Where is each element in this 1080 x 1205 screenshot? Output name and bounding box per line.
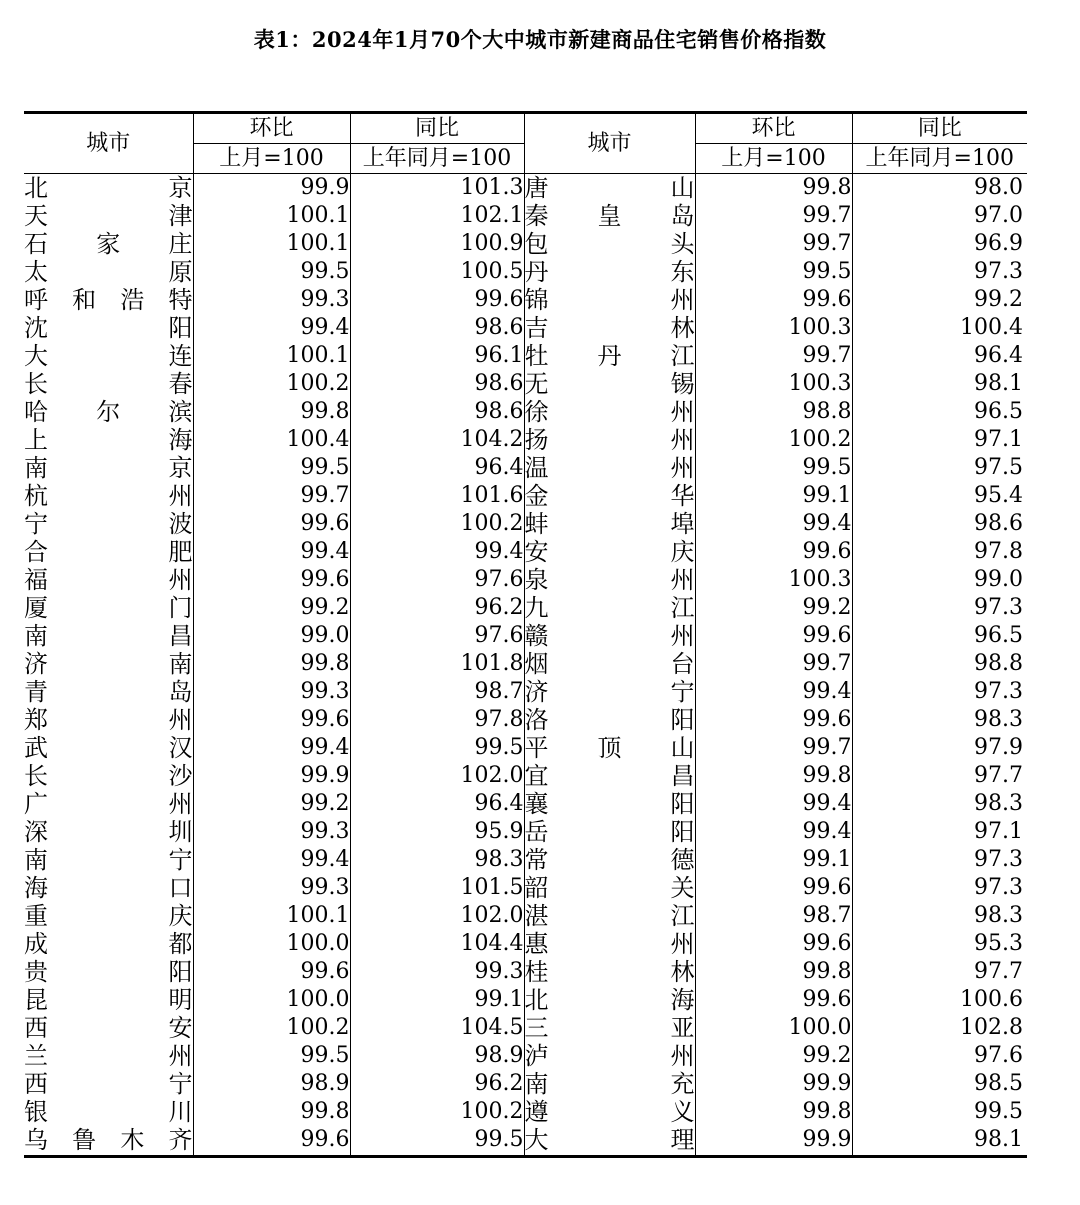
yoy-cell-right: 95.3: [974, 931, 1023, 956]
yoy-base-header-left: 上年同月=100: [350, 144, 524, 174]
table-row: [24, 790, 1027, 818]
city-cell-left: 呼和浩特: [24, 286, 193, 314]
yoy-cell-left: 99.6: [350, 286, 524, 314]
mom-cell-right: 99.6: [695, 286, 852, 314]
mom-column-header-right: 环比: [695, 113, 852, 144]
yoy-cell-left: 97.6: [350, 622, 524, 650]
city-cell-left: 长春: [24, 370, 193, 398]
mom-cell-right: 99.2: [695, 1042, 852, 1070]
table-row: [24, 678, 1027, 706]
city-cell-left: 深圳: [24, 818, 193, 846]
yoy-cell-right: 96.5: [974, 399, 1023, 424]
city-cell-right: 秦皇岛: [524, 202, 695, 230]
mom-cell-right: 99.9: [695, 1070, 852, 1098]
city-cell-right: 吉林: [524, 314, 695, 342]
city-cell-left: 武汉: [24, 734, 193, 762]
yoy-column-header-left: 同比: [350, 113, 524, 144]
mom-cell-right: 99.6: [695, 538, 852, 566]
table-row: [24, 342, 1027, 370]
mom-cell-right: 99.6: [695, 706, 852, 734]
yoy-cell-right: 95.4: [974, 483, 1023, 508]
mom-cell-left: 99.5: [193, 1042, 350, 1070]
yoy-cell-right: 97.8: [974, 539, 1023, 564]
table-row: [24, 398, 1027, 426]
mom-cell-left: 99.3: [193, 818, 350, 846]
mom-cell-left: 99.9: [193, 174, 350, 203]
yoy-cell-left: 96.4: [350, 790, 524, 818]
mom-cell-left: 99.6: [193, 958, 350, 986]
mom-cell-right: 99.4: [695, 678, 852, 706]
yoy-cell-right: 97.1: [974, 819, 1023, 844]
city-cell-right: 赣州: [524, 622, 695, 650]
city-cell-left: 兰州: [24, 1042, 193, 1070]
mom-cell-right: 99.5: [695, 454, 852, 482]
city-cell-left: 济南: [24, 650, 193, 678]
yoy-cell-right: 98.8: [974, 651, 1023, 676]
yoy-cell-right: 97.7: [974, 959, 1023, 984]
mom-cell-right: 99.6: [695, 622, 852, 650]
city-cell-right: 九江: [524, 594, 695, 622]
city-cell-left: 西安: [24, 1014, 193, 1042]
city-cell-right: 湛江: [524, 902, 695, 930]
city-cell-left: 哈尔滨: [24, 398, 193, 426]
yoy-cell-right: 98.1: [974, 1127, 1023, 1153]
mom-cell-right: 100.3: [695, 370, 852, 398]
table-row: [24, 286, 1027, 314]
mom-base-header-right: 上月=100: [695, 144, 852, 174]
city-cell-right: 南充: [524, 1070, 695, 1098]
yoy-cell-left: 96.2: [350, 1070, 524, 1098]
city-cell-left: 宁波: [24, 510, 193, 538]
yoy-cell-right: 98.5: [974, 1071, 1023, 1096]
mom-cell-left: 100.0: [193, 986, 350, 1014]
mom-cell-left: 99.2: [193, 594, 350, 622]
yoy-cell-left: 102.0: [350, 902, 524, 930]
city-cell-right: 扬州: [524, 426, 695, 454]
yoy-cell-right: 97.3: [974, 595, 1023, 620]
table-row: [24, 818, 1027, 846]
city-cell-right: 徐州: [524, 398, 695, 426]
mom-cell-left: 99.8: [193, 398, 350, 426]
yoy-cell-left: 100.2: [350, 1098, 524, 1126]
yoy-cell-left: 98.9: [350, 1042, 524, 1070]
mom-cell-left: 99.8: [193, 650, 350, 678]
city-cell-left: 西宁: [24, 1070, 193, 1098]
mom-cell-left: 98.9: [193, 1070, 350, 1098]
city-cell-right: 三亚: [524, 1014, 695, 1042]
table-row: [24, 482, 1027, 510]
city-cell-right: 韶关: [524, 874, 695, 902]
city-cell-right: 无锡: [524, 370, 695, 398]
city-cell-right: 泸州: [524, 1042, 695, 1070]
city-cell-right: 牡丹江: [524, 342, 695, 370]
table-row: [24, 650, 1027, 678]
city-cell-left: 成都: [24, 930, 193, 958]
yoy-cell-right: 99.2: [974, 287, 1023, 312]
table-row: [24, 202, 1027, 230]
yoy-cell-right: 97.3: [974, 679, 1023, 704]
yoy-cell-left: 102.0: [350, 762, 524, 790]
city-cell-left: 乌鲁木齐: [24, 1126, 193, 1155]
mom-cell-left: 100.2: [193, 1014, 350, 1042]
mom-cell-left: 100.1: [193, 230, 350, 258]
city-cell-left: 海口: [24, 874, 193, 902]
yoy-cell-right: 96.9: [974, 231, 1023, 256]
table-row: [24, 314, 1027, 342]
mom-cell-right: 99.8: [695, 958, 852, 986]
table-row: [24, 874, 1027, 902]
city-cell-left: 杭州: [24, 482, 193, 510]
city-cell-left: 长沙: [24, 762, 193, 790]
yoy-cell-right: 97.3: [974, 875, 1023, 900]
mom-cell-right: 99.8: [695, 1098, 852, 1126]
city-cell-left: 厦门: [24, 594, 193, 622]
city-cell-right: 常德: [524, 846, 695, 874]
mom-cell-left: 100.1: [193, 342, 350, 370]
city-cell-left: 南京: [24, 454, 193, 482]
yoy-cell-right: 98.6: [974, 511, 1023, 536]
yoy-cell-left: 96.2: [350, 594, 524, 622]
city-cell-right: 襄阳: [524, 790, 695, 818]
yoy-cell-left: 98.6: [350, 370, 524, 398]
yoy-cell-left: 98.6: [350, 398, 524, 426]
mom-cell-right: 100.2: [695, 426, 852, 454]
city-cell-right: 宜昌: [524, 762, 695, 790]
city-cell-right: 北海: [524, 986, 695, 1014]
yoy-cell-right: 97.9: [974, 735, 1023, 760]
mom-cell-left: 99.4: [193, 846, 350, 874]
mom-cell-left: 100.1: [193, 902, 350, 930]
yoy-cell-left: 101.8: [350, 650, 524, 678]
yoy-cell-left: 98.3: [350, 846, 524, 874]
mom-cell-left: 99.5: [193, 258, 350, 286]
table-row: [24, 510, 1027, 538]
city-cell-left: 重庆: [24, 902, 193, 930]
yoy-cell-right: 97.7: [974, 763, 1023, 788]
mom-cell-left: 99.6: [193, 566, 350, 594]
city-cell-left: 合肥: [24, 538, 193, 566]
yoy-cell-left: 104.5: [350, 1014, 524, 1042]
table-row: [24, 846, 1027, 874]
yoy-cell-left: 104.4: [350, 930, 524, 958]
city-cell-right: 桂林: [524, 958, 695, 986]
mom-cell-right: 99.1: [695, 482, 852, 510]
mom-cell-left: 100.0: [193, 930, 350, 958]
yoy-cell-left: 100.5: [350, 258, 524, 286]
yoy-cell-right: 97.5: [974, 455, 1023, 480]
mom-cell-right: 98.8: [695, 398, 852, 426]
table-header: [24, 113, 1027, 174]
yoy-cell-left: 104.2: [350, 426, 524, 454]
city-cell-left: 贵阳: [24, 958, 193, 986]
mom-cell-left: 99.8: [193, 1098, 350, 1126]
mom-cell-left: 99.6: [193, 706, 350, 734]
city-cell-right: 包头: [524, 230, 695, 258]
yoy-cell-right: 99.0: [974, 567, 1023, 592]
table-row: [24, 622, 1027, 650]
mom-cell-left: 100.4: [193, 426, 350, 454]
table-row: [24, 1042, 1027, 1070]
mom-column-header-left: 环比: [193, 113, 350, 144]
table-row: [24, 1014, 1027, 1042]
yoy-cell-left: 96.4: [350, 454, 524, 482]
mom-cell-right: 99.5: [695, 258, 852, 286]
yoy-cell-left: 102.1: [350, 202, 524, 230]
city-cell-left: 银川: [24, 1098, 193, 1126]
mom-cell-right: 100.0: [695, 1014, 852, 1042]
mom-cell-left: 99.5: [193, 454, 350, 482]
city-column-header-left: 城市: [24, 113, 193, 174]
mom-cell-right: 100.3: [695, 314, 852, 342]
table-row: [24, 986, 1027, 1014]
yoy-cell-right: 100.4: [960, 315, 1023, 340]
mom-cell-right: 99.4: [695, 510, 852, 538]
yoy-cell-left: 98.7: [350, 678, 524, 706]
yoy-cell-left: 95.9: [350, 818, 524, 846]
city-cell-right: 金华: [524, 482, 695, 510]
city-cell-right: 蚌埠: [524, 510, 695, 538]
price-index-table: [24, 111, 1027, 1158]
mom-cell-right: 99.7: [695, 342, 852, 370]
mom-cell-left: 99.4: [193, 314, 350, 342]
city-cell-left: 大连: [24, 342, 193, 370]
mom-cell-left: 99.6: [193, 510, 350, 538]
table-row: [24, 762, 1027, 790]
city-cell-left: 青岛: [24, 678, 193, 706]
mom-cell-left: 99.2: [193, 790, 350, 818]
yoy-cell-left: 101.5: [350, 874, 524, 902]
city-cell-left: 太原: [24, 258, 193, 286]
mom-cell-left: 99.3: [193, 678, 350, 706]
city-cell-right: 安庆: [524, 538, 695, 566]
city-cell-left: 上海: [24, 426, 193, 454]
yoy-cell-left: 101.3: [350, 174, 524, 203]
city-cell-left: 南昌: [24, 622, 193, 650]
city-cell-left: 沈阳: [24, 314, 193, 342]
city-cell-left: 广州: [24, 790, 193, 818]
city-cell-right: 平顶山: [524, 734, 695, 762]
yoy-cell-left: 99.5: [350, 1126, 524, 1156]
city-cell-right: 唐山: [524, 174, 695, 202]
mom-cell-right: 99.7: [695, 734, 852, 762]
yoy-cell-left: 99.1: [350, 986, 524, 1014]
mom-cell-right: 99.9: [695, 1126, 852, 1156]
yoy-cell-left: 100.2: [350, 510, 524, 538]
mom-cell-right: 99.8: [695, 174, 852, 203]
yoy-cell-right: 98.3: [974, 903, 1023, 928]
yoy-cell-left: 101.6: [350, 482, 524, 510]
city-cell-right: 锦州: [524, 286, 695, 314]
city-cell-right: 济宁: [524, 678, 695, 706]
yoy-cell-right: 98.0: [852, 174, 1027, 203]
city-cell-right: 岳阳: [524, 818, 695, 846]
table-title: 表1：2024年1月70个大中城市新建商品住宅销售价格指数: [253, 27, 827, 52]
mom-cell-right: 99.1: [695, 846, 852, 874]
mom-cell-left: 99.9: [193, 762, 350, 790]
yoy-cell-right: 98.3: [974, 707, 1023, 732]
mom-cell-right: 99.2: [695, 594, 852, 622]
table-row: [24, 706, 1027, 734]
table-row: [24, 174, 1027, 203]
yoy-cell-right: 98.3: [974, 791, 1023, 816]
mom-cell-right: 99.8: [695, 762, 852, 790]
table-row: [24, 258, 1027, 286]
city-cell-right: 泉州: [524, 566, 695, 594]
city-cell-right: 惠州: [524, 930, 695, 958]
city-cell-left: 石家庄: [24, 230, 193, 258]
city-cell-left: 福州: [24, 566, 193, 594]
yoy-cell-right: 100.6: [960, 987, 1023, 1012]
city-cell-left: 天津: [24, 202, 193, 230]
mom-cell-right: 99.7: [695, 230, 852, 258]
yoy-cell-left: 99.3: [350, 958, 524, 986]
mom-cell-left: 100.2: [193, 370, 350, 398]
mom-cell-left: 99.6: [193, 1126, 350, 1156]
mom-cell-right: 100.3: [695, 566, 852, 594]
table-row: [24, 454, 1027, 482]
yoy-cell-left: 97.6: [350, 566, 524, 594]
city-cell-left: 郑州: [24, 706, 193, 734]
mom-cell-right: 98.7: [695, 902, 852, 930]
mom-cell-left: 99.7: [193, 482, 350, 510]
city-cell-right: 温州: [524, 454, 695, 482]
table-row: [24, 370, 1027, 398]
yoy-cell-right: 102.8: [960, 1015, 1023, 1040]
city-cell-left: 昆明: [24, 986, 193, 1014]
city-cell-right: 大理: [524, 1126, 695, 1155]
yoy-cell-left: 100.9: [350, 230, 524, 258]
table-row: [24, 594, 1027, 622]
mom-cell-right: 99.6: [695, 986, 852, 1014]
city-cell-right: 遵义: [524, 1098, 695, 1126]
yoy-cell-right: 97.3: [974, 847, 1023, 872]
city-cell-right: 洛阳: [524, 706, 695, 734]
yoy-cell-left: 96.1: [350, 342, 524, 370]
mom-cell-right: 99.7: [695, 650, 852, 678]
table-row: [24, 734, 1027, 762]
mom-cell-left: 100.1: [193, 202, 350, 230]
yoy-cell-left: 99.5: [350, 734, 524, 762]
yoy-cell-right: 96.4: [974, 343, 1023, 368]
yoy-column-header-right: 同比: [852, 113, 1027, 144]
yoy-cell-left: 98.6: [350, 314, 524, 342]
mom-cell-left: 99.4: [193, 538, 350, 566]
mom-base-header-left: 上月=100: [193, 144, 350, 174]
mom-cell-right: 99.6: [695, 930, 852, 958]
yoy-cell-right: 97.0: [974, 203, 1023, 228]
table-row: [24, 1126, 1027, 1156]
table-row: [24, 930, 1027, 958]
yoy-cell-left: 97.8: [350, 706, 524, 734]
yoy-cell-right: 96.5: [974, 623, 1023, 648]
table-row: [24, 538, 1027, 566]
yoy-cell-right: 98.1: [974, 371, 1023, 396]
yoy-cell-left: 99.4: [350, 538, 524, 566]
city-cell-left: 南宁: [24, 846, 193, 874]
city-cell-left: 北京: [24, 174, 193, 202]
mom-cell-left: 99.0: [193, 622, 350, 650]
yoy-cell-right: 99.5: [974, 1099, 1023, 1124]
table-row: [24, 958, 1027, 986]
mom-cell-right: 99.4: [695, 790, 852, 818]
city-column-header-right: 城市: [524, 113, 695, 174]
table-row: [24, 1070, 1027, 1098]
mom-cell-right: 99.4: [695, 818, 852, 846]
table-row: [24, 426, 1027, 454]
yoy-cell-right: 97.6: [974, 1043, 1023, 1068]
table-row: [24, 1098, 1027, 1126]
city-cell-right: 烟台: [524, 650, 695, 678]
mom-cell-left: 99.3: [193, 286, 350, 314]
table-row: [24, 230, 1027, 258]
yoy-cell-right: 97.1: [974, 427, 1023, 452]
table-body: [24, 174, 1027, 1157]
yoy-cell-right: 97.3: [974, 259, 1023, 284]
yoy-base-header-right: 上年同月=100: [865, 146, 1014, 171]
city-cell-right: 丹东: [524, 258, 695, 286]
mom-cell-left: 99.3: [193, 874, 350, 902]
table-row: [24, 902, 1027, 930]
mom-cell-right: 99.7: [695, 202, 852, 230]
mom-cell-left: 99.4: [193, 734, 350, 762]
mom-cell-right: 99.6: [695, 874, 852, 902]
table-row: [24, 566, 1027, 594]
